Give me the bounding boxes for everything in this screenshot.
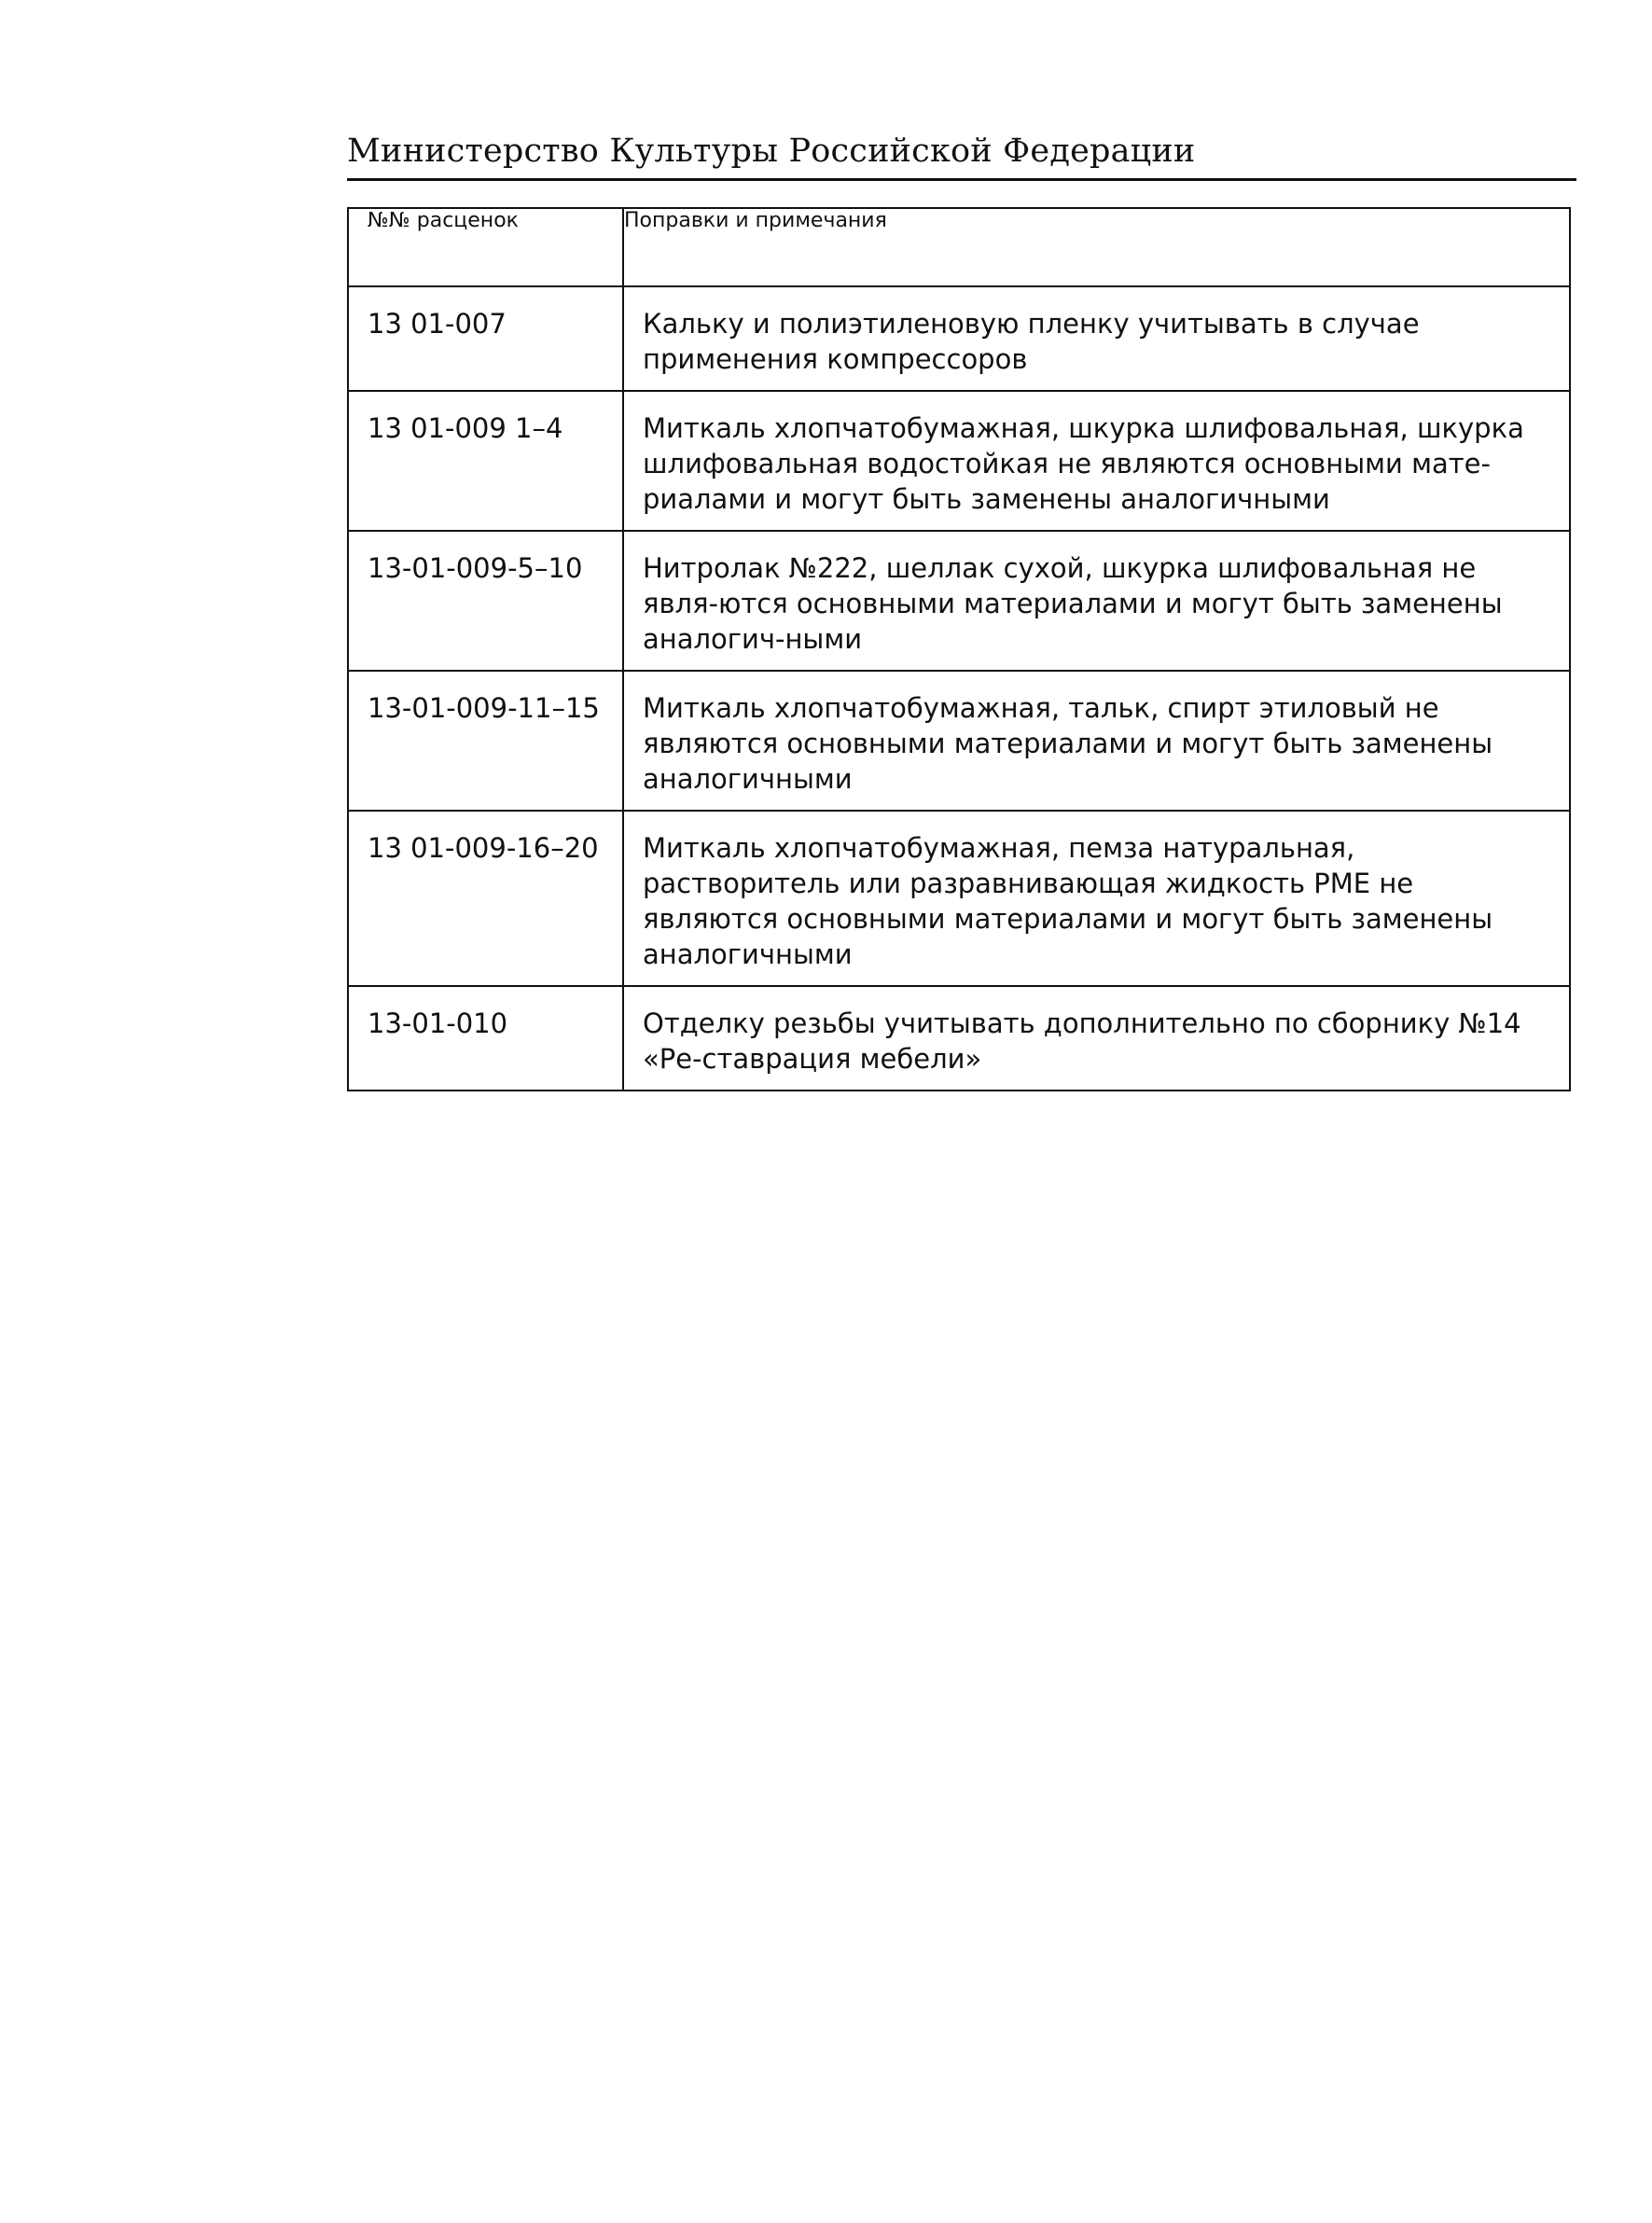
table-header-row (348, 208, 1570, 286)
rate-code-cell: 13-01-010 (348, 986, 623, 1091)
note-cell: Миткаль хлопчатобумажная, пемза натуральная, растворитель или разравнивающая жидкость РМЕ не являются основными материалами и могут быть заменены аналогичными (623, 811, 1570, 986)
rate-code-cell: 13 01-007 (348, 286, 623, 391)
rate-code-cell: 13 01-009 1–4 (348, 391, 623, 531)
note-cell: Нитролак №222, шеллак сухой, шкурка шлифовальная не явля-ются основными материалами и могут быть заменены аналогич-ными (623, 531, 1570, 671)
running-header (347, 129, 1576, 181)
note-cell: Кальку и полиэтиленовую пленку учитывать в случае применения компрессоров (623, 286, 1570, 391)
rate-code-cell: 13 01-009-16–20 (348, 811, 623, 986)
note-cell: Миткаль хлопчатобумажная, тальк, спирт этиловый не являются основными материалами и могут быть заменены аналогичными (623, 671, 1570, 811)
table-row (348, 671, 1570, 811)
note-cell: Миткаль хлопчатобумажная, шкурка шлифовальная, шкурка шлифовальная водостойкая не являются основными мате-риалами и могут быть заменены аналогичными (623, 391, 1570, 531)
column-header-rate-numbers: №№ расценок (348, 208, 623, 286)
rate-code-cell: 13-01-009-11–15 (348, 671, 623, 811)
corrections-table (347, 207, 1571, 1091)
rate-code-cell: 13-01-009-5–10 (348, 531, 623, 671)
note-cell: Отделку резьбы учитывать дополнительно по сборнику №14 «Ре-ставрация мебели» (623, 986, 1570, 1091)
table-row (348, 286, 1570, 391)
table-row (348, 531, 1570, 671)
table-row (348, 391, 1570, 531)
column-header-corrections: Поправки и примечания (623, 208, 1570, 286)
table-row (348, 986, 1570, 1091)
page-title: Министерство Культуры Российской Федерации (347, 132, 1196, 170)
table-row (348, 811, 1570, 986)
